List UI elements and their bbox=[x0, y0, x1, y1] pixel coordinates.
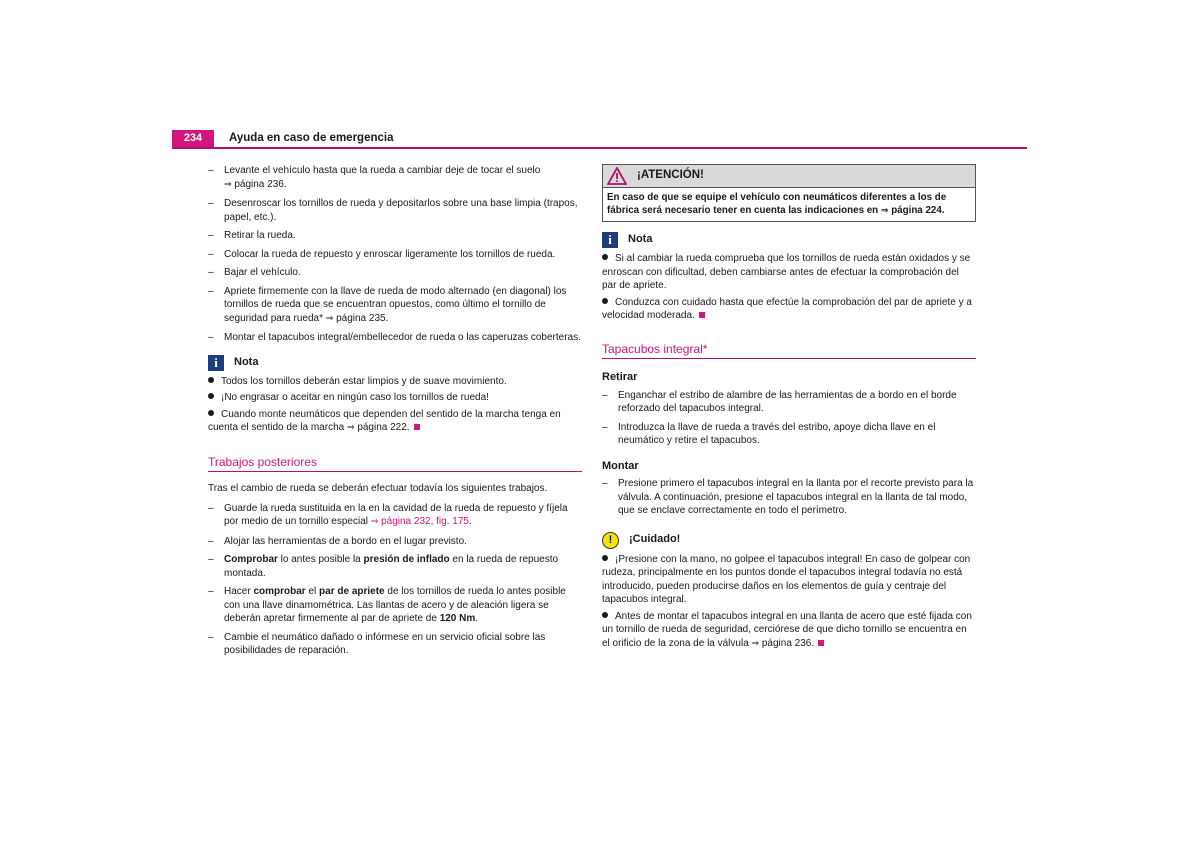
page-number: 234 bbox=[172, 130, 214, 147]
bullet-icon bbox=[208, 393, 214, 399]
step-text: Enganchar el estribo de alambre de las herramientas de a bordo en el borde reforzado del tapacubos integral. bbox=[618, 389, 957, 414]
step-text: Montar el tapacubos integral/embellecedor de rueda o las caperuzas coberteras. bbox=[224, 332, 581, 343]
note-item bbox=[208, 408, 582, 436]
note-text: Todos los tornillos deberán estar limpios y de suave movimiento. bbox=[221, 375, 507, 387]
note-ref: página 222. bbox=[357, 422, 410, 433]
note-item bbox=[208, 375, 582, 389]
page-link[interactable] bbox=[371, 516, 469, 527]
right-column bbox=[602, 164, 976, 654]
arrow-icon: ⇒ bbox=[880, 206, 889, 216]
caution-header bbox=[602, 532, 976, 549]
warning-body bbox=[603, 188, 975, 221]
section-title: Tapacubos integral* bbox=[602, 343, 976, 360]
step-item bbox=[602, 389, 976, 416]
bullet-icon bbox=[602, 298, 608, 304]
note-text: Si al cambiar la rueda comprueba que los tornillos de rueda están oxidados y se enroscan con dificultad, deben cambiarse antes de efectuar la comprobación del par de apriete. bbox=[602, 253, 971, 291]
note-item bbox=[602, 296, 976, 323]
step-text: de los tornillos de rueda lo antes posible con una llave dinamométrica. Las llantas de acero y de aleación ligera se deberán apretar firmemente al par de apriete de bbox=[224, 586, 566, 624]
caution-item bbox=[602, 610, 976, 652]
step-text: Presione primero el tapacubos integral en la llanta por el recorte previsto para la válvula. A continuación, presione el tapacubos integral en la llanta de tal modo, que se enclave correctamente en todo el perímetro. bbox=[618, 478, 974, 516]
step-ref: página 236. bbox=[234, 178, 287, 190]
section-intro: Tras el cambio de rueda se deberán efectuar todavía los siguientes trabajos. bbox=[208, 483, 548, 494]
arrow-icon: ⇒ bbox=[224, 179, 232, 190]
bold-text: Comprobar bbox=[224, 554, 278, 565]
step-text: Hacer bbox=[224, 586, 254, 597]
step-text: el bbox=[305, 586, 320, 597]
arrow-icon: ⇒ bbox=[370, 517, 379, 527]
caution-text: Antes de montar el tapacubos integral en una llanta de acero que esté fijada con un tornillo de rueda de seguridad, cerciórese de que dicho tornillo se encuentra en el orificio de la zona de la válvula bbox=[602, 610, 972, 649]
step-item bbox=[602, 477, 976, 518]
step-ref: página 235. bbox=[336, 312, 389, 324]
note-header bbox=[602, 232, 976, 248]
note-item bbox=[602, 252, 976, 293]
subsection-title-montar: Montar bbox=[602, 459, 639, 472]
bullet-icon bbox=[208, 377, 214, 383]
exclamation-icon: ! bbox=[602, 532, 619, 549]
bold-text: par de apriete bbox=[319, 586, 385, 597]
step-text: Apriete firmemente con la llave de rueda de modo alternado (en diagonal) los tornillos de rueda que se encuentran opuestos, como último el tornillo de seguridad para rueda* bbox=[224, 285, 567, 324]
info-icon: i bbox=[208, 355, 224, 371]
step-text: Guarde la rueda sustituida en la en la cavidad de la rueda de repuesto y fíjela por medio de un tornillo especial bbox=[224, 502, 568, 527]
step-text: Colocar la rueda de repuesto y enroscar ligeramente los tornillos de rueda. bbox=[224, 248, 556, 260]
arrow-icon: ⇒ bbox=[751, 638, 760, 649]
step-item bbox=[208, 553, 582, 580]
bold-text: 120 Nm bbox=[439, 613, 476, 624]
header-rule bbox=[172, 147, 1027, 149]
end-mark-icon bbox=[699, 312, 705, 318]
caution-ref: página 236. bbox=[761, 637, 815, 649]
step-item bbox=[208, 285, 582, 327]
warning-ref: página 224. bbox=[891, 205, 945, 216]
step-item bbox=[208, 197, 582, 224]
end-mark-icon bbox=[414, 424, 420, 430]
step-item bbox=[208, 585, 582, 626]
bullet-icon bbox=[602, 612, 608, 618]
step-text: en la rueda de repuesto montada. bbox=[224, 554, 559, 579]
step-item bbox=[208, 164, 582, 192]
step-text: lo antes posible la bbox=[277, 554, 364, 565]
note-text: ¡No engrasar o aceitar en ningún caso los tornillos de rueda! bbox=[221, 392, 489, 403]
step-item: – Guarde la rueda sustituida en la en la cavidad de la rueda de repuesto y fíjela por medio de un tornillo especial ⇒ página 232, fig. 175. bbox=[208, 502, 582, 530]
note-text: Conduzca con cuidado hasta que efectúe la comprobación del par de apriete y a velocidad moderada. bbox=[602, 296, 972, 321]
step-text: Desenroscar los tornillos de rueda y depositarlos sobre una base limpia (trapos, papel, etc.). bbox=[224, 198, 578, 223]
bullet-icon bbox=[602, 555, 608, 561]
step-item bbox=[208, 248, 582, 262]
warning-box bbox=[602, 164, 976, 222]
running-header-title: Ayuda en caso de emergencia bbox=[229, 132, 394, 144]
note-text: Cuando monte neumáticos que dependen del sentido de la marcha tenga en cuenta el sentido de la marcha bbox=[208, 408, 561, 433]
subsection-title-retirar: Retirar bbox=[602, 371, 638, 383]
bold-text: presión de inflado bbox=[363, 554, 450, 565]
caution-title: ¡Cuidado! bbox=[629, 533, 681, 546]
note-header bbox=[208, 355, 582, 371]
warning-triangle-icon bbox=[607, 167, 627, 185]
end-mark-icon bbox=[818, 640, 824, 646]
bullet-icon bbox=[602, 254, 608, 260]
page-link-text[interactable]: página 232, fig. 175 bbox=[381, 516, 469, 527]
arrow-icon: ⇒ bbox=[346, 423, 355, 433]
caution-text: ¡Presione con la mano, no golpee el tapacubos integral! En caso de golpear con rudeza, principalmente en los puntos donde el tapacubos integral todavía no está introducido, pueden producirse daños en los elementos de guía y centraje del tapacubos integral. bbox=[602, 553, 971, 605]
section-title: Trabajos posteriores bbox=[208, 456, 582, 473]
step-item bbox=[208, 229, 582, 243]
note-item bbox=[208, 391, 582, 405]
step-text: Retirar la rueda. bbox=[224, 230, 296, 241]
step-text: Levante el vehículo hasta que la rueda a cambiar deje de tocar el suelo bbox=[224, 165, 541, 176]
step-text: Introduzca la llave de rueda a través del estribo, apoye dicha llave en el neumático y retire el tapacubos. bbox=[618, 421, 936, 446]
info-icon: i bbox=[602, 232, 618, 248]
bold-text: comprobar bbox=[253, 586, 306, 597]
step-item bbox=[208, 266, 582, 280]
note-title: Nota bbox=[628, 233, 653, 246]
step-text: Alojar las herramientas de a bordo en el lugar previsto. bbox=[224, 535, 467, 547]
caution-item bbox=[602, 553, 976, 607]
arrow-icon: ⇒ bbox=[325, 313, 334, 324]
step-item bbox=[208, 631, 582, 658]
warning-title: ¡ATENCIÓN! bbox=[637, 169, 704, 182]
left-column bbox=[208, 164, 582, 663]
step-text: Cambie el neumático dañado o infórmese en un servicio oficial sobre las posibilidades de reparación. bbox=[224, 631, 546, 656]
warning-text: En caso de que se equipe el vehículo con neumáticos diferentes a los de fábrica será necesario tener en cuenta las indicaciones en bbox=[607, 192, 947, 216]
warning-header bbox=[603, 165, 975, 188]
step-item bbox=[208, 535, 582, 549]
step-item bbox=[602, 421, 976, 448]
step-item bbox=[208, 331, 582, 345]
note-title: Nota bbox=[234, 355, 259, 368]
bullet-icon bbox=[208, 410, 214, 416]
step-text: . bbox=[475, 613, 479, 624]
step-text: Bajar el vehículo. bbox=[224, 267, 301, 278]
